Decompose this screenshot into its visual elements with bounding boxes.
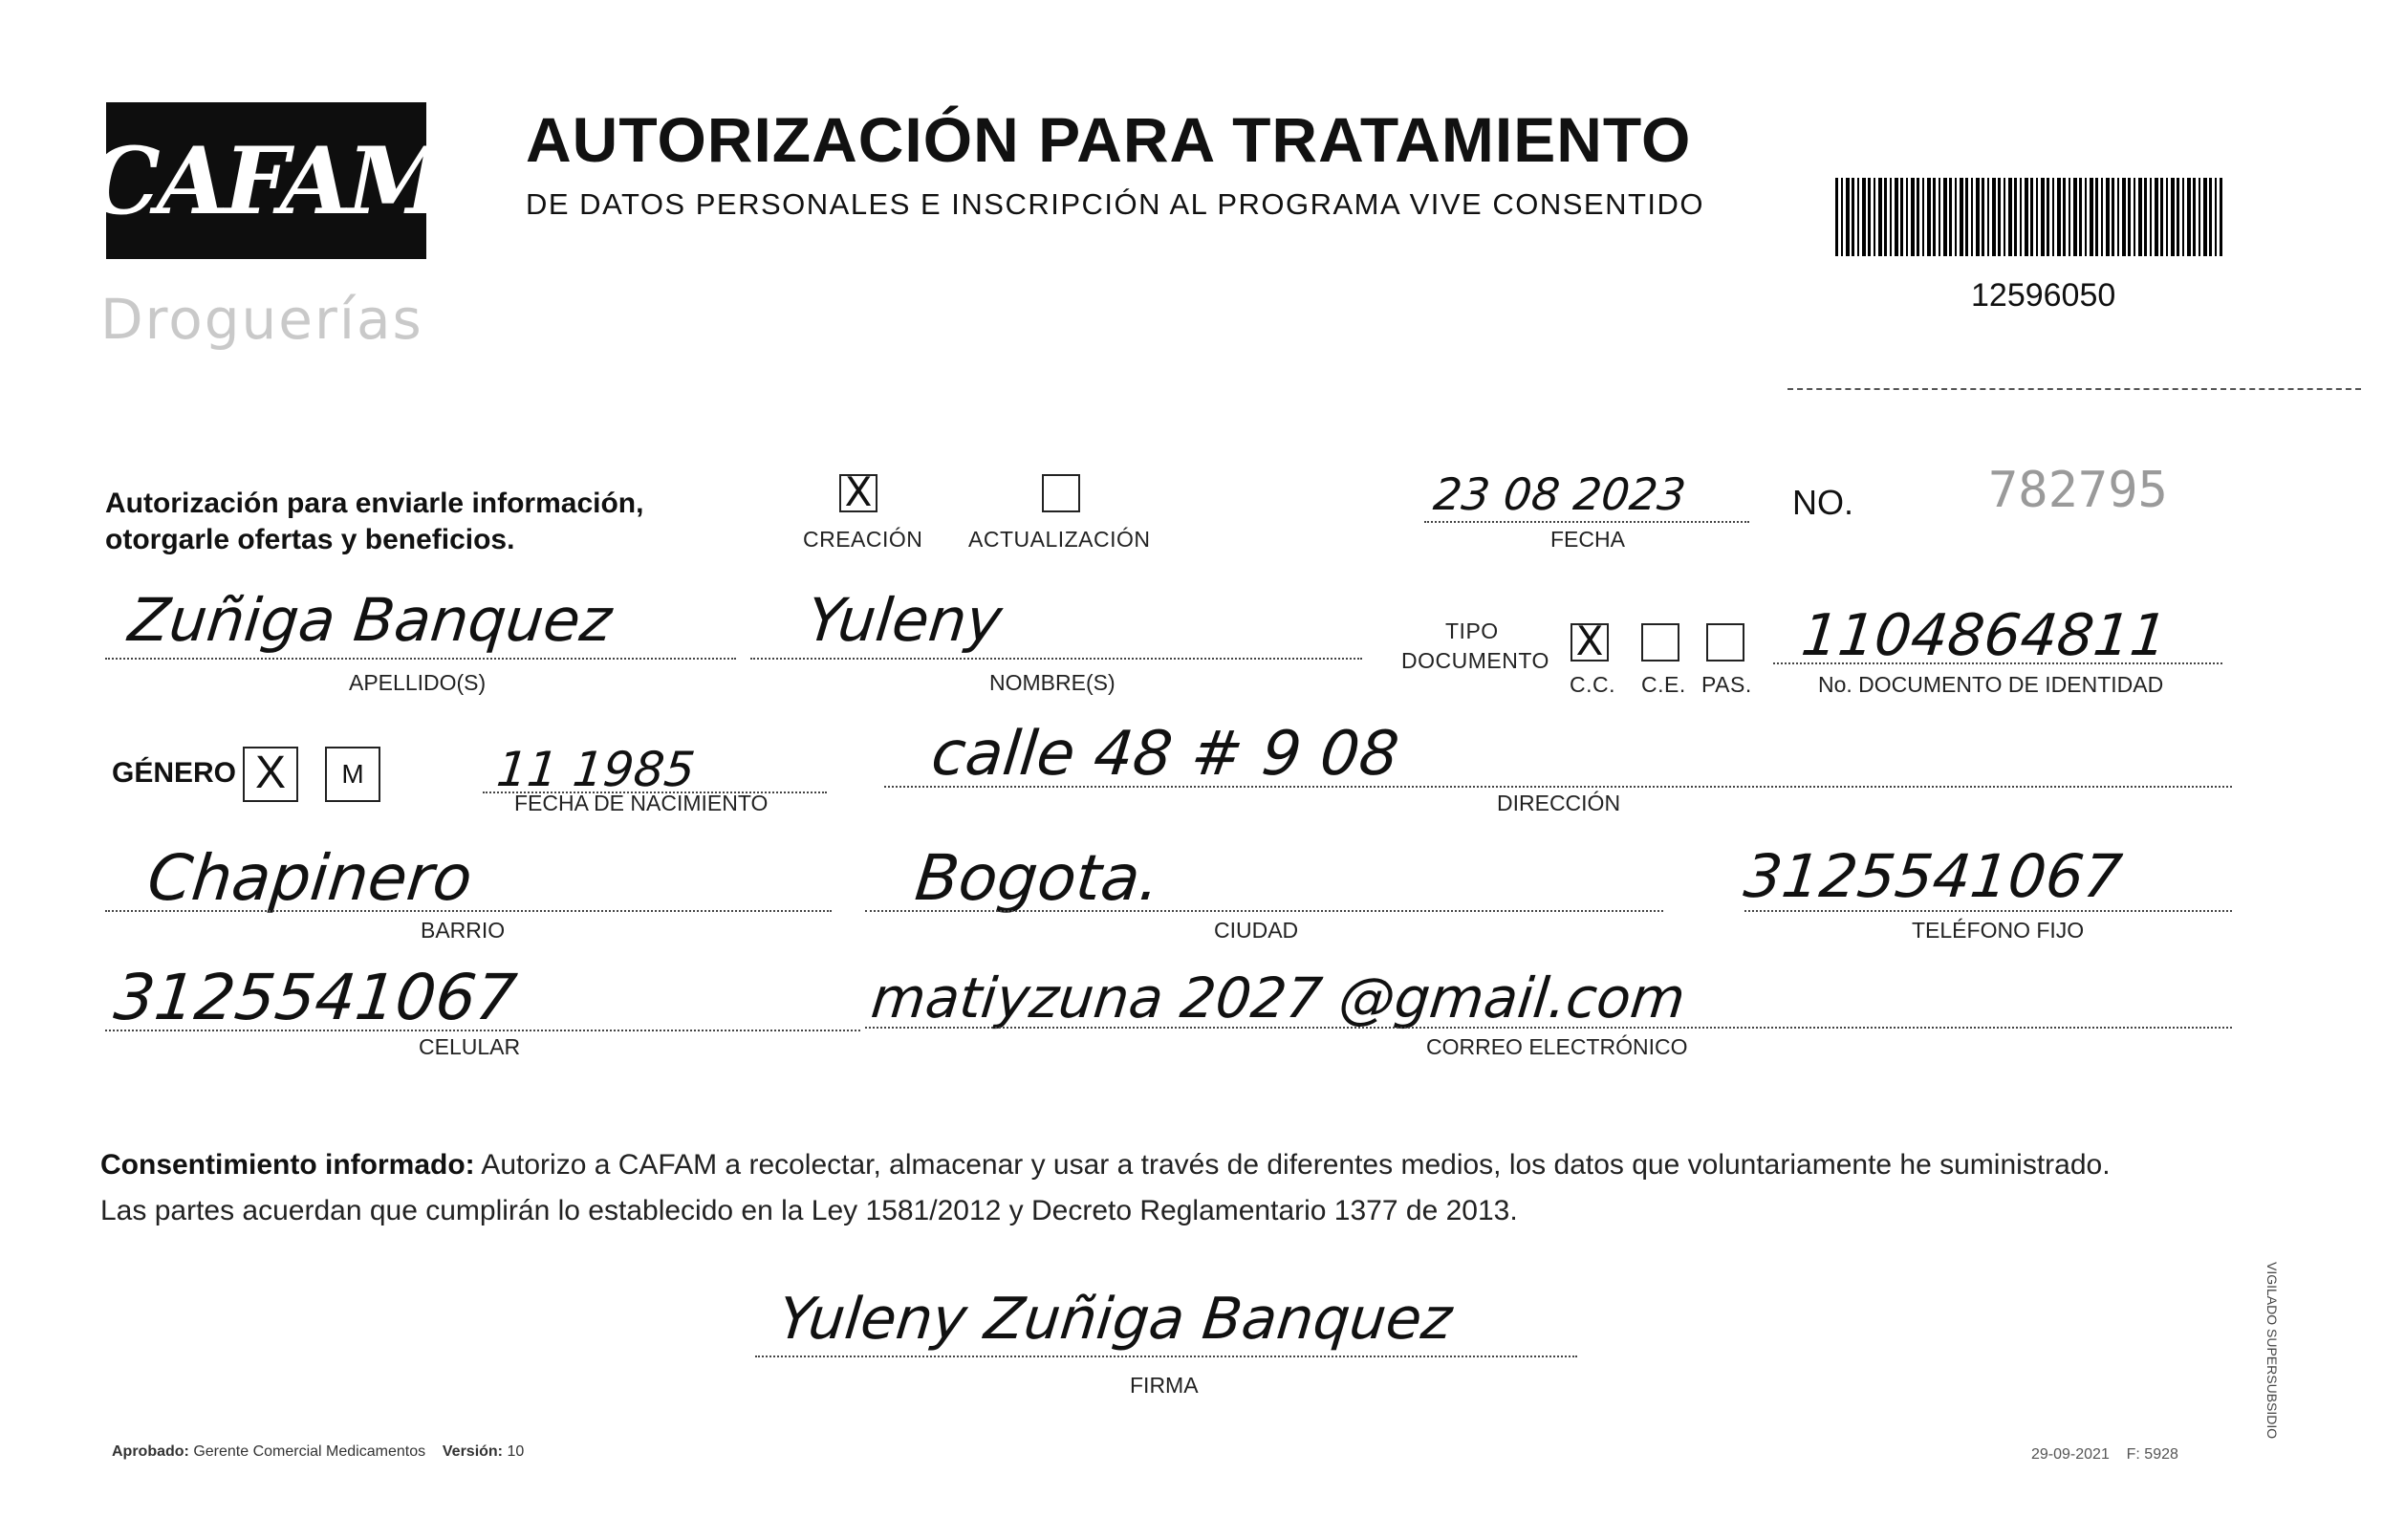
consent-text-1: Autorizo a CAFAM a recolectar, almacenar y usar a través de diferentes medios, los datos que voluntariamente he suministrado. xyxy=(481,1149,2111,1181)
consent-text-2: Las partes acuerdan que cumplirán lo establecido en la Ley 1581/2012 y Decreto Reglamentario 1377 de 2013. xyxy=(100,1195,1518,1226)
apellidos-line xyxy=(105,658,736,660)
footer-aprobado xyxy=(112,1443,524,1461)
footer-date: 29-09-2021 xyxy=(2031,1446,2110,1463)
firma-label: FIRMA xyxy=(1130,1373,1199,1398)
aprobado-value: Gerente Comercial Medicamentos xyxy=(193,1443,426,1460)
fecha-value[interactable]: 23 08 2023 xyxy=(1431,468,1689,520)
ce-label: C.E. xyxy=(1641,672,1686,697)
direccion-line xyxy=(884,786,2232,788)
correo-line xyxy=(865,1027,2232,1029)
ciudad-line xyxy=(865,910,1663,912)
divider xyxy=(1787,388,2361,390)
firma-line xyxy=(755,1356,1577,1357)
direccion-label: DIRECCIÓN xyxy=(1497,791,1621,815)
fecha-label: FECHA xyxy=(1550,527,1625,552)
intro-text xyxy=(105,486,717,558)
version-value: 10 xyxy=(507,1443,525,1460)
telefono-value[interactable]: 3125541067 xyxy=(1741,841,2126,911)
footer-right xyxy=(2031,1446,2178,1464)
logo-subtitle: Droguerías xyxy=(100,287,423,352)
barrio-line xyxy=(105,910,832,912)
documento-label: No. DOCUMENTO DE IDENTIDAD xyxy=(1818,672,2164,697)
documento-value[interactable]: 1104864811 xyxy=(1798,602,2171,669)
genero-f-checkbox[interactable]: X xyxy=(243,747,298,802)
version-label: Versión: xyxy=(442,1443,504,1460)
correo-value[interactable]: matiyzuna 2027 @gmail.com xyxy=(868,965,1689,1030)
actualizacion-label: ACTUALIZACIÓN xyxy=(968,527,1151,552)
nombres-label: NOMBRE(S) xyxy=(989,670,1116,695)
celular-line xyxy=(105,1030,860,1031)
telefono-line xyxy=(1744,910,2232,912)
tipo-documento-label-2: DOCUMENTO xyxy=(1401,648,1549,673)
numero-label: NO. xyxy=(1792,483,1854,522)
numero-value: 782795 xyxy=(1988,462,2168,519)
consent-heading: Consentimiento informado: xyxy=(100,1149,475,1181)
direccion-value[interactable]: calle 48 # 9 08 xyxy=(928,719,1402,790)
celular-label: CELULAR xyxy=(419,1034,521,1059)
documento-line xyxy=(1773,662,2222,664)
ciudad-label: CIUDAD xyxy=(1214,918,1299,943)
footer-form-code: F: 5928 xyxy=(2126,1446,2178,1463)
actualizacion-checkbox[interactable] xyxy=(1042,474,1080,512)
form-title: AUTORIZACIÓN PARA TRATAMIENTO xyxy=(526,104,1692,175)
genero-m-checkbox[interactable]: M xyxy=(325,747,380,802)
barrio-value[interactable]: Chapinero xyxy=(143,841,476,915)
logo-text: CAFAM xyxy=(87,126,445,235)
pas-label: PAS. xyxy=(1701,672,1752,697)
ce-checkbox[interactable] xyxy=(1641,623,1679,662)
fecha-nacimiento-value[interactable]: 11 1985 xyxy=(493,742,698,797)
correo-label: CORREO ELECTRÓNICO xyxy=(1426,1034,1688,1059)
intro-line-1: Autorización para enviarle información, xyxy=(105,488,644,519)
form-subtitle: DE DATOS PERSONALES E INSCRIPCIÓN AL PROGRAMA VIVE CONSENTIDO xyxy=(526,187,1705,221)
pas-checkbox[interactable] xyxy=(1706,623,1744,662)
cc-checkbox[interactable]: X xyxy=(1571,623,1609,662)
consent-paragraph xyxy=(100,1142,2299,1234)
telefono-label: TELÉFONO FIJO xyxy=(1912,918,2085,943)
fecha-line xyxy=(1424,521,1749,523)
nombres-line xyxy=(750,658,1362,660)
genero-label: GÉNERO xyxy=(112,757,237,789)
aprobado-label: Aprobado: xyxy=(112,1443,189,1460)
intro-line-2: otorgarle ofertas y beneficios. xyxy=(105,524,515,555)
firma-value[interactable]: Yuleny Zuñiga Banquez xyxy=(775,1286,1456,1353)
barcode-icon xyxy=(1835,178,2222,256)
apellidos-value[interactable]: Zuñiga Banquez xyxy=(125,585,616,655)
cafam-logo xyxy=(87,102,445,259)
creacion-checkbox[interactable]: X xyxy=(839,474,877,512)
apellidos-label: APELLIDO(S) xyxy=(349,670,487,695)
vigilado-note: VIGILADO SUPERSUBSIDIO xyxy=(2264,1262,2280,1440)
barrio-label: BARRIO xyxy=(421,918,506,943)
nombres-value[interactable]: Yuleny xyxy=(804,585,1006,655)
ciudad-value[interactable]: Bogota. xyxy=(911,841,1164,915)
creacion-label: CREACIÓN xyxy=(803,527,923,552)
cc-label: C.C. xyxy=(1570,672,1615,697)
celular-value[interactable]: 3125541067 xyxy=(110,961,520,1034)
fecha-nacimiento-label: FECHA DE NACIMIENTO xyxy=(514,791,769,815)
barcode-number: 12596050 xyxy=(1971,277,2116,314)
tipo-documento-label-1: TIPO xyxy=(1445,618,1499,643)
